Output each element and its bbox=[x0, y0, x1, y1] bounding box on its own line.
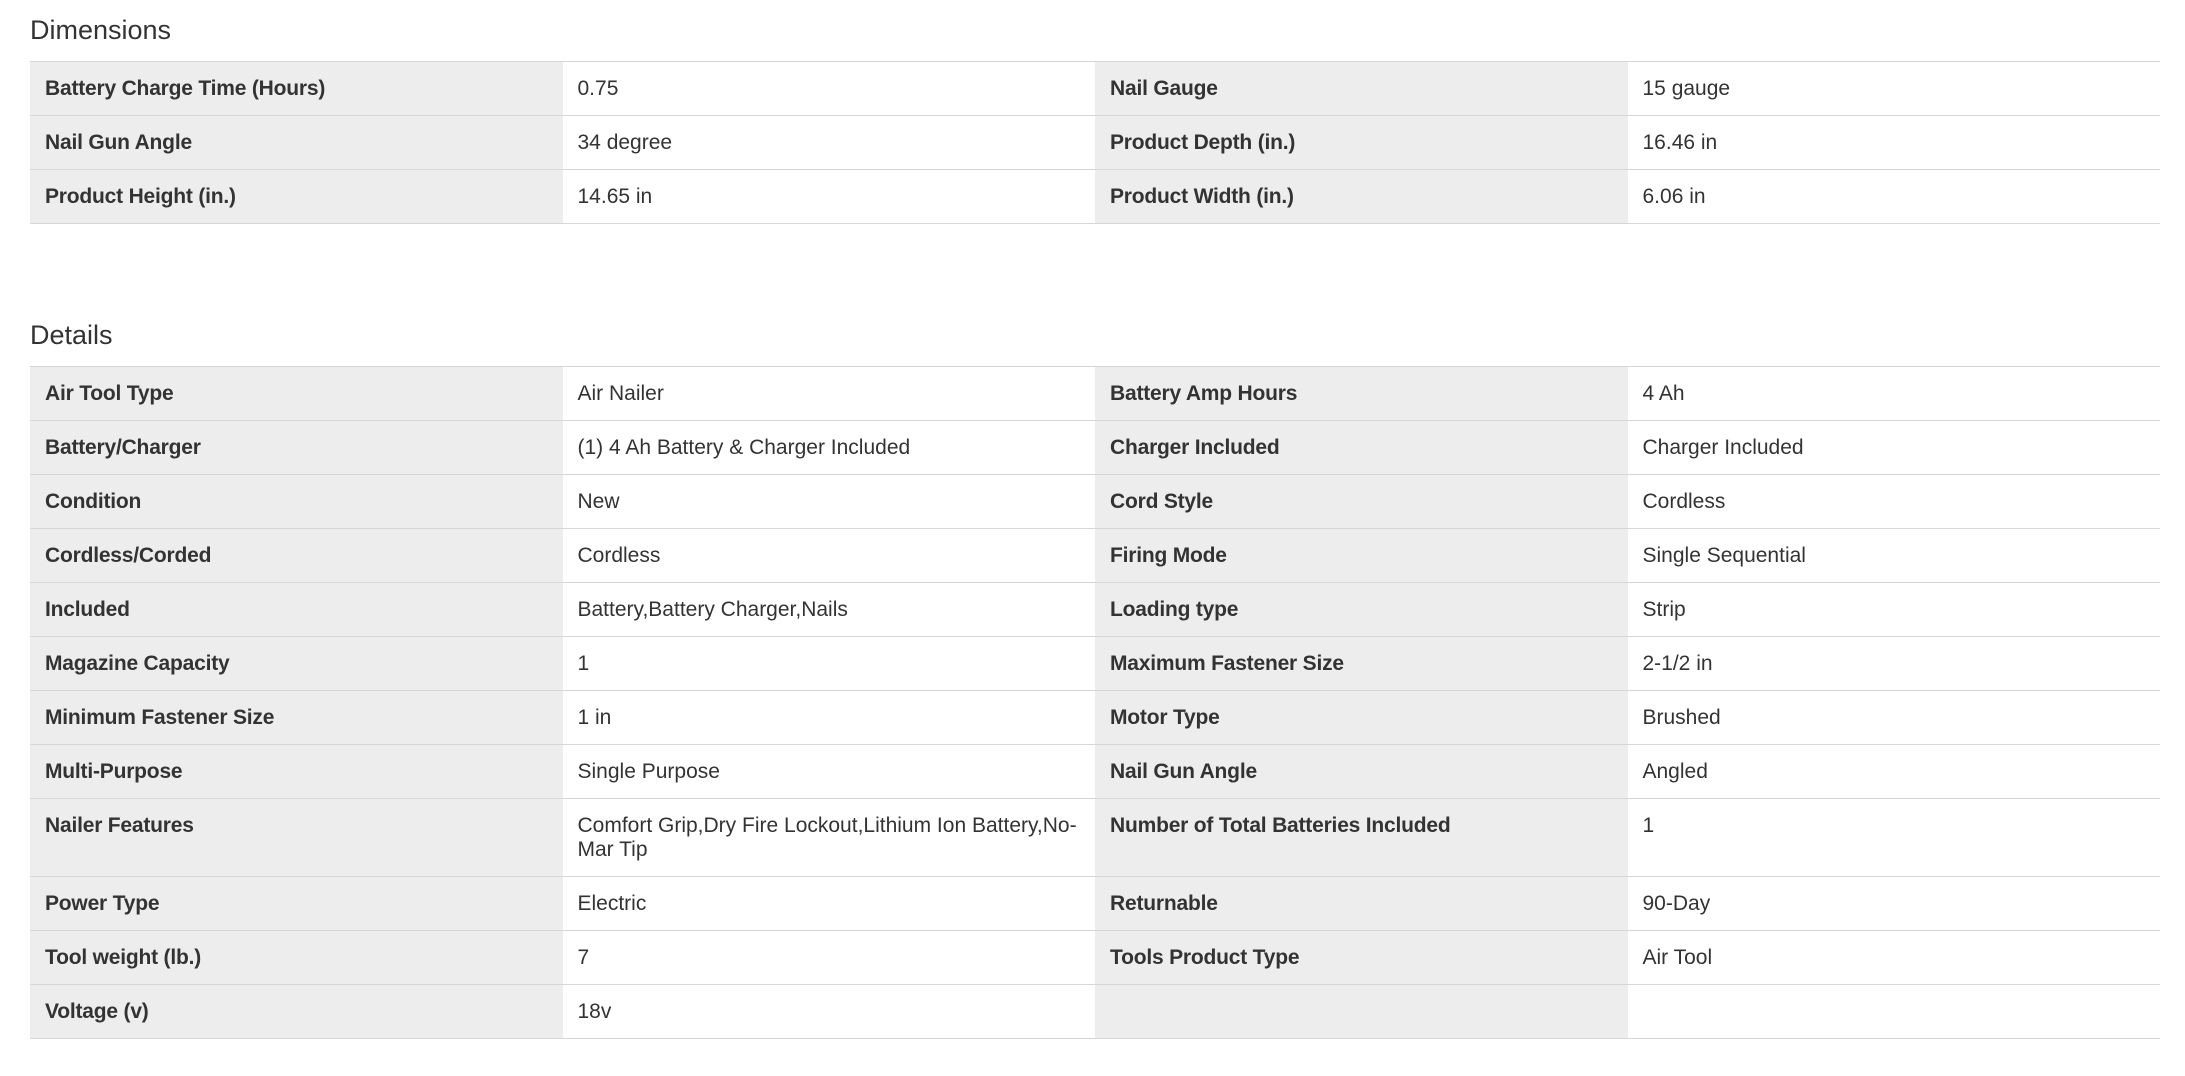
spec-label: Tool weight (lb.) bbox=[30, 931, 563, 984]
spec-value: Angled bbox=[1628, 745, 2161, 798]
table-row bbox=[30, 799, 2160, 877]
spec-label: Air Tool Type bbox=[30, 367, 563, 420]
spec-value: Air Nailer bbox=[563, 367, 1096, 420]
table-row bbox=[30, 116, 2160, 170]
spec-label: Battery/Charger bbox=[30, 421, 563, 474]
spec-label: Battery Amp Hours bbox=[1095, 367, 1628, 420]
table-row bbox=[30, 931, 2160, 985]
spec-value: Single Sequential bbox=[1628, 529, 2161, 582]
spec-value bbox=[1628, 985, 2161, 1038]
spec-value: 14.65 in bbox=[563, 170, 1096, 223]
spec-value: 2-1/2 in bbox=[1628, 637, 2161, 690]
spec-value: Cordless bbox=[563, 529, 1096, 582]
spec-value: New bbox=[563, 475, 1096, 528]
spec-label: Voltage (v) bbox=[30, 985, 563, 1038]
spec-label: Maximum Fastener Size bbox=[1095, 637, 1628, 690]
spec-label: Cordless/Corded bbox=[30, 529, 563, 582]
spec-label: Condition bbox=[30, 475, 563, 528]
dimensions-heading: Dimensions bbox=[30, 15, 172, 45]
spec-value: Battery,Battery Charger,Nails bbox=[563, 583, 1096, 636]
spec-label: Nail Gun Angle bbox=[30, 116, 563, 169]
table-row bbox=[30, 637, 2160, 691]
table-row bbox=[30, 62, 2160, 116]
table-row bbox=[30, 475, 2160, 529]
spec-label: Minimum Fastener Size bbox=[30, 691, 563, 744]
table-row bbox=[30, 529, 2160, 583]
spec-value: 90-Day bbox=[1628, 877, 2161, 930]
spec-label: Magazine Capacity bbox=[30, 637, 563, 690]
spec-value: Cordless bbox=[1628, 475, 2161, 528]
spec-label bbox=[1095, 985, 1628, 1038]
details-table bbox=[30, 366, 2160, 1039]
spec-label: Cord Style bbox=[1095, 475, 1628, 528]
spec-label: Motor Type bbox=[1095, 691, 1628, 744]
spec-value: 34 degree bbox=[563, 116, 1096, 169]
spec-label: Product Height (in.) bbox=[30, 170, 563, 223]
spec-label: Number of Total Batteries Included bbox=[1095, 799, 1628, 876]
spec-value: (1) 4 Ah Battery & Charger Included bbox=[563, 421, 1096, 474]
spec-value: 1 bbox=[1628, 799, 2161, 876]
spec-value: 7 bbox=[563, 931, 1096, 984]
spec-value: 18v bbox=[563, 985, 1096, 1038]
details-heading: Details bbox=[30, 320, 113, 350]
spec-value: Charger Included bbox=[1628, 421, 2161, 474]
table-row bbox=[30, 985, 2160, 1039]
table-row bbox=[30, 170, 2160, 224]
spec-label: Power Type bbox=[30, 877, 563, 930]
spec-value: Single Purpose bbox=[563, 745, 1096, 798]
spec-value: Air Tool bbox=[1628, 931, 2161, 984]
spec-label: Charger Included bbox=[1095, 421, 1628, 474]
spec-value: Electric bbox=[563, 877, 1096, 930]
spec-value: 6.06 in bbox=[1628, 170, 2161, 223]
dimensions-table bbox=[30, 61, 2160, 224]
spec-label: Battery Charge Time (Hours) bbox=[30, 62, 563, 115]
spec-label: Tools Product Type bbox=[1095, 931, 1628, 984]
spec-value: 0.75 bbox=[563, 62, 1096, 115]
spec-label: Product Depth (in.) bbox=[1095, 116, 1628, 169]
spec-label: Product Width (in.) bbox=[1095, 170, 1628, 223]
table-row bbox=[30, 583, 2160, 637]
spec-value: 16.46 in bbox=[1628, 116, 2161, 169]
spec-value: Brushed bbox=[1628, 691, 2161, 744]
spec-label: Nail Gun Angle bbox=[1095, 745, 1628, 798]
spec-value: 1 in bbox=[563, 691, 1096, 744]
spec-label: Returnable bbox=[1095, 877, 1628, 930]
spec-label: Nail Gauge bbox=[1095, 62, 1628, 115]
table-row bbox=[30, 367, 2160, 421]
table-row bbox=[30, 691, 2160, 745]
table-row bbox=[30, 745, 2160, 799]
spec-label: Loading type bbox=[1095, 583, 1628, 636]
specifications-page bbox=[14, 0, 2185, 1076]
spec-label: Nailer Features bbox=[30, 799, 563, 876]
spec-value: 15 gauge bbox=[1628, 62, 2161, 115]
spec-value: 1 bbox=[563, 637, 1096, 690]
spec-value: Comfort Grip,Dry Fire Lockout,Lithium Ion Battery,No-Mar Tip bbox=[563, 799, 1096, 876]
spec-label: Included bbox=[30, 583, 563, 636]
spec-label: Firing Mode bbox=[1095, 529, 1628, 582]
spec-label: Multi-Purpose bbox=[30, 745, 563, 798]
table-row bbox=[30, 421, 2160, 475]
spec-value: Strip bbox=[1628, 583, 2161, 636]
spec-value: 4 Ah bbox=[1628, 367, 2161, 420]
table-row bbox=[30, 877, 2160, 931]
